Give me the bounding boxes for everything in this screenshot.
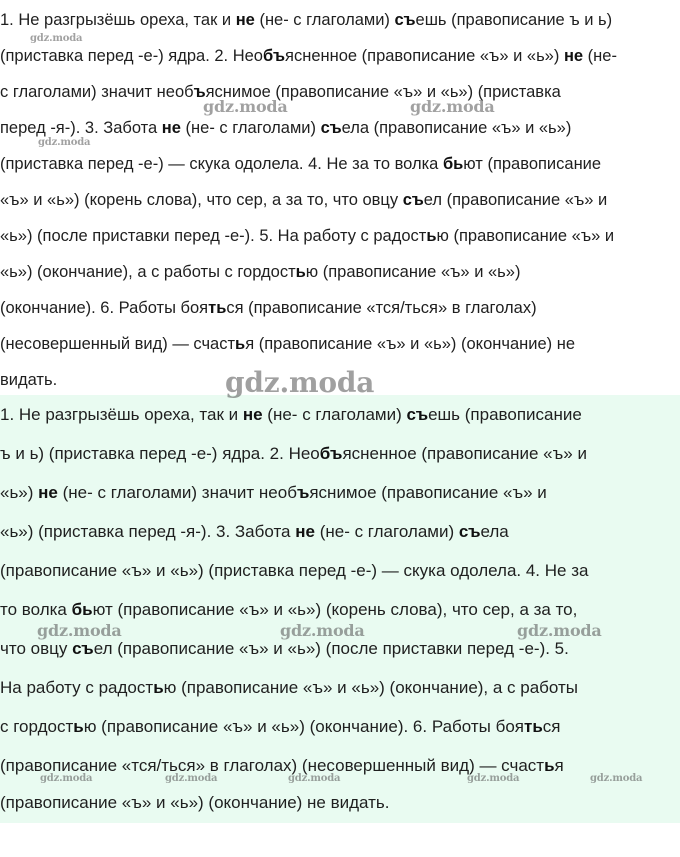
text-line (0, 334, 575, 354)
text-line (0, 522, 509, 542)
text-segment: с глаголами) значит необ (0, 83, 194, 101)
text-segment: 1. Не разгрызёшь ореха, так и (0, 405, 243, 424)
text-segment: (не- с глаголами) значит необ (57, 483, 297, 502)
highlighted-letters: ь (153, 678, 164, 697)
text-line (0, 370, 57, 390)
highlighted-letters: не (235, 11, 255, 29)
highlighted-letters: не (563, 47, 584, 65)
text-segment: ю (правописание «ъ» и «ь») (окончание), а с работы (163, 678, 579, 697)
highlighted-letters: ь (295, 263, 306, 281)
highlighted-letters: ь (235, 335, 246, 353)
text-segment: «ь») (0, 483, 39, 502)
text-segment: ют (правописание (463, 155, 602, 173)
watermark: gdz.moda (30, 33, 83, 44)
text-line (0, 118, 571, 138)
text-segment: перед -я-). 3. Забота (0, 119, 162, 137)
text-line (0, 154, 601, 174)
watermark: gdz.moda (280, 621, 365, 640)
text-segment: ю (правописание «ъ» и «ь») (окончание). 6. Работы боя (83, 717, 524, 736)
watermark: gdz.moda (38, 137, 91, 148)
text-segment: ю (правописание «ъ» и (436, 227, 615, 245)
text-segment: яснимое (правописание «ъ» и «ь») (приставка (205, 83, 561, 101)
text-segment: (правописание «ъ» и «ь») (окончание) не видать. (0, 793, 390, 812)
text-segment: «ъ» и «ь») (корень слова), что сер, а за то, что овцу (0, 191, 403, 209)
text-segment: (не- (583, 47, 617, 65)
watermark: gdz.moda (410, 97, 495, 116)
text-segment: «ь») (окончание), а с работы с гордост (0, 263, 296, 281)
watermark: gdz.moda (37, 621, 122, 640)
highlighted-letters: съ (406, 405, 429, 424)
watermark: gdz.moda (288, 773, 341, 784)
watermark: gdz.moda (467, 773, 520, 784)
text-line (0, 483, 547, 503)
text-line (0, 226, 614, 246)
highlighted-letters: не (242, 405, 263, 424)
text-line (0, 10, 612, 30)
text-segment: (несовершенный вид) — счаст (0, 335, 236, 353)
text-segment: ся (542, 717, 561, 736)
text-segment: (не- с глаголами) (180, 119, 321, 137)
watermark: gdz.moda (517, 621, 602, 640)
text-segment: (не- с глаголами) (314, 522, 459, 541)
text-segment: ешь (правописание (428, 405, 582, 424)
text-line (0, 444, 587, 464)
text-segment: ясненное (правописание «ъ» и (342, 444, 587, 463)
text-segment: На работу с радост (0, 678, 154, 697)
highlighted-letters: ть (524, 717, 543, 736)
text-segment: ешь (правописание ъ и ь) (415, 11, 613, 29)
highlighted-letters: ь (426, 227, 437, 245)
text-segment: ясненное (правописание «ъ» и «ь») (285, 47, 564, 65)
watermark: gdz.moda (40, 773, 93, 784)
highlighted-letters: не (295, 522, 315, 541)
text-line (0, 190, 607, 210)
text-segment: 1. Не разгрызёшь ореха, так и (0, 11, 236, 29)
text-segment: (окончание). 6. Работы боя (0, 299, 209, 317)
highlighted-letters: бъ (319, 444, 343, 463)
text-segment: «ь») (приставка перед -я-). 3. Забота (0, 522, 296, 541)
text-line (0, 262, 520, 282)
highlighted-letters: не (161, 119, 181, 137)
highlighted-letters: не (38, 483, 58, 502)
watermark: gdz.moda (203, 97, 288, 116)
highlighted-letters: ь (544, 756, 555, 775)
highlighted-letters: ь (73, 717, 84, 736)
text-segment: яснимое (правописание «ъ» и (309, 483, 547, 502)
highlighted-letters: съ (402, 191, 424, 209)
highlighted-letters: бь (71, 600, 93, 619)
highlighted-letters: съ (320, 119, 342, 137)
text-segment: ъ и ь) (приставка перед -е-) ядра. 2. Нео (0, 444, 320, 463)
watermark: gdz.moda (225, 366, 375, 399)
highlighted-letters: бъ (263, 47, 286, 65)
highlighted-letters: бь (442, 155, 464, 173)
text-segment: ела (правописание «ъ» и «ь») (341, 119, 572, 137)
text-segment: что овцу (0, 639, 73, 658)
text-line (0, 405, 582, 425)
text-segment: то волка (0, 600, 72, 619)
text-line (0, 600, 577, 620)
highlighted-letters: ъ (193, 83, 206, 101)
text-segment: (приставка перед -е-) ядра. 2. Нео (0, 47, 263, 65)
text-segment: ел (правописание «ъ» и (423, 191, 608, 209)
text-segment: ют (правописание «ъ» и «ь») (корень слова), что сер, а за то, (92, 600, 578, 619)
text-segment: (правописание «ъ» и «ь») (приставка перед -е-) — скука одолела. 4. Не за (0, 561, 589, 580)
text-segment: (не- с глаголами) (254, 11, 395, 29)
text-segment: с гордост (0, 717, 74, 736)
text-line (0, 298, 537, 318)
text-segment: ела (480, 522, 509, 541)
text-segment: ел (правописание «ъ» и «ь») (после приставки перед -е-). 5. (93, 639, 569, 658)
answer-block-highlighted (0, 395, 680, 823)
text-line (0, 561, 588, 581)
watermark: gdz.moda (165, 773, 218, 784)
highlighted-letters: ть (208, 299, 227, 317)
text-segment: «ь») (после приставки перед -е-). 5. На работу с радост (0, 227, 427, 245)
text-segment: я (554, 756, 564, 775)
highlighted-letters: съ (394, 11, 416, 29)
text-line (0, 717, 561, 737)
text-segment: (правописание «тся/ться» в глаголах) (несовершенный вид) — счаст (0, 756, 545, 775)
text-segment: я (правописание «ъ» и «ь») (окончание) не (245, 335, 576, 353)
text-line (0, 639, 569, 659)
highlighted-letters: съ (72, 639, 94, 658)
text-segment: (не- с глаголами) (262, 405, 407, 424)
text-segment: видать. (0, 371, 58, 389)
watermark: gdz.moda (590, 773, 643, 784)
text-segment: ся (правописание «тся/ться» в глаголах) (226, 299, 537, 317)
answer-block-plain (0, 0, 680, 392)
text-line (0, 46, 617, 66)
text-line (0, 793, 390, 813)
highlighted-letters: ъ (296, 483, 310, 502)
text-segment: ю (правописание «ъ» и «ь») (305, 263, 521, 281)
highlighted-letters: съ (458, 522, 481, 541)
text-segment: (приставка перед -е-) — скука одолела. 4. Не за то волка (0, 155, 443, 173)
text-line (0, 678, 578, 698)
